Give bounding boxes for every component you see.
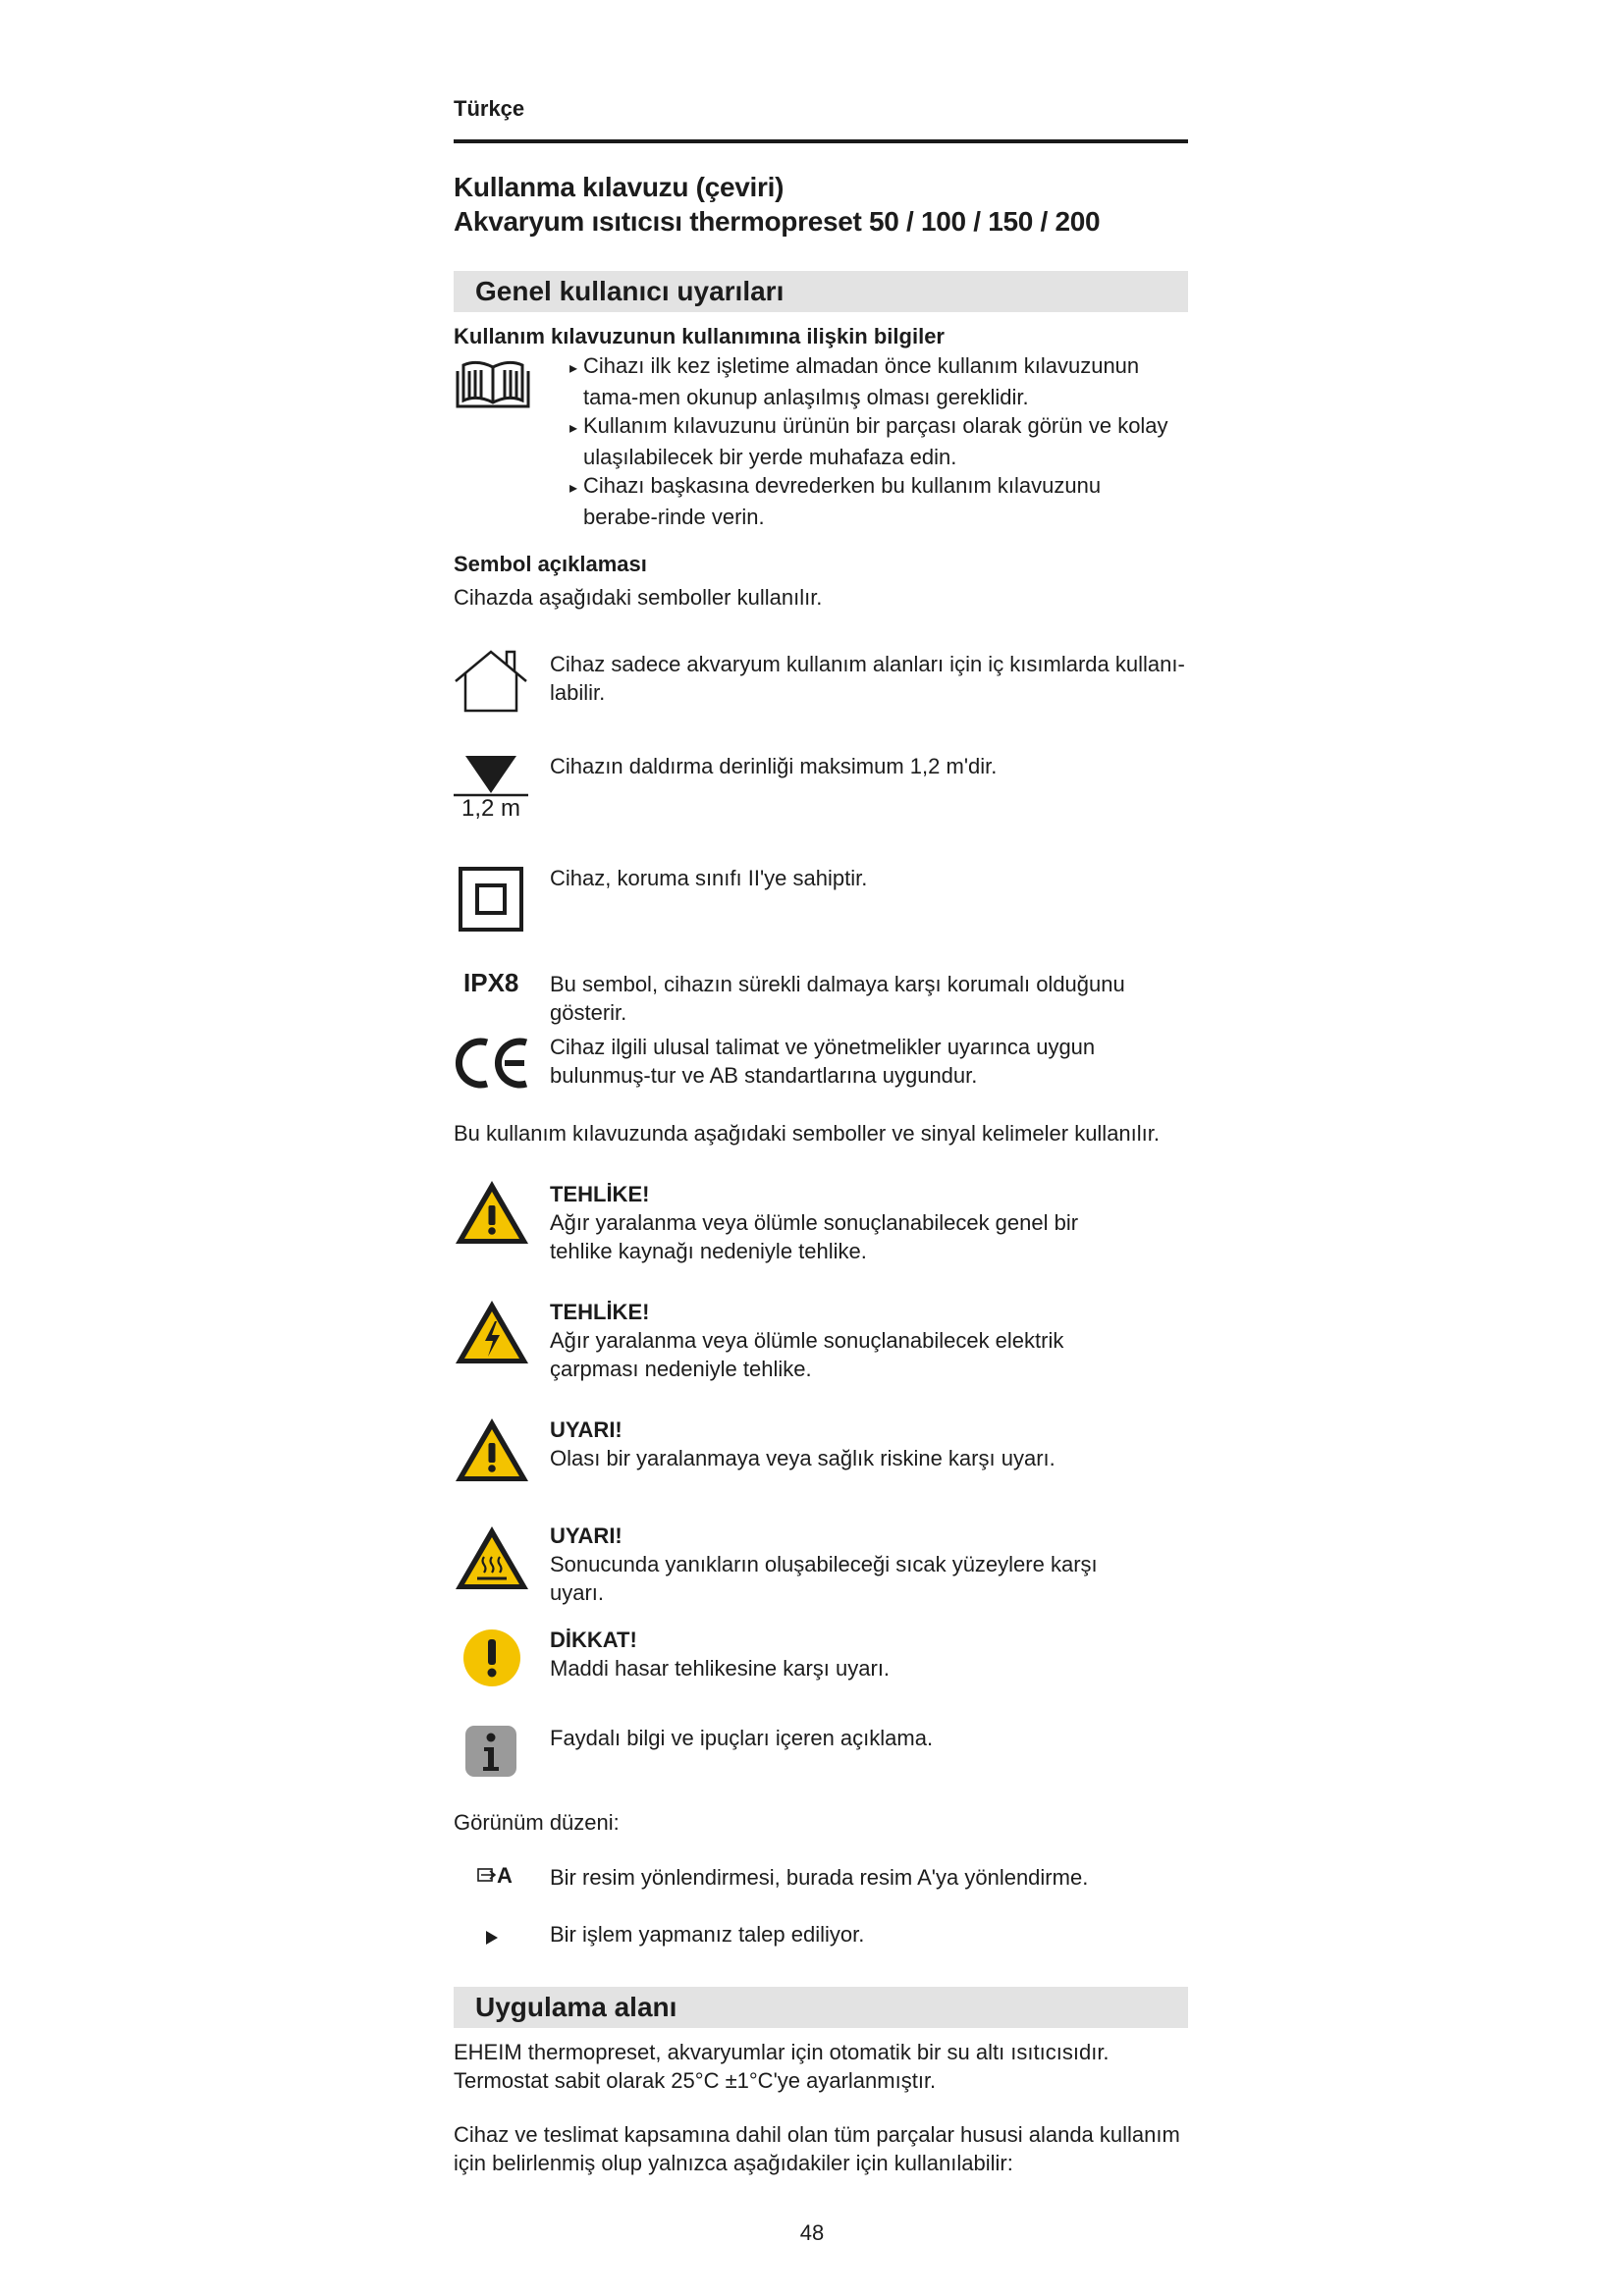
list-item: ▸ Kullanım kılavuzunu ürünün bir parçası olarak görün ve kolay ulaşılabilecek bir yerde muhafaza edin. (569, 411, 1178, 471)
signal-words-intro: Bu kullanım kılavuzunda aşağıdaki semboller ve sinyal kelimeler kullanılır. (454, 1121, 1161, 1146)
ce-mark-icon (454, 1035, 532, 1096)
symbol-description: Cihazın daldırma derinliği maksimum 1,2 m'dir. (550, 754, 998, 778)
list-item: ▸ Cihazı ilk kez işletime almadan önce kullanım kılavuzunun tama-men okunup anlaşılmış olması gereklidir. (569, 351, 1178, 411)
protection-class-2-icon (458, 866, 524, 937)
signal-word: UYARI! (550, 1523, 623, 1548)
section-heading-text: Uygulama alanı (475, 1992, 677, 2022)
book-icon (454, 359, 532, 417)
symbol-description: Cihaz sadece akvaryum kullanım alanları için iç kısımlarda kullanı-labilir. (550, 652, 1185, 705)
signal-description: Sonucunda yanıkların oluşabileceği sıcak yüzeylere karşı uyarı. (550, 1552, 1098, 1605)
symbol-description: Cihaz, koruma sınıfı II'ye sahiptir. (550, 866, 868, 890)
action-arrow-icon (485, 1930, 499, 1950)
document-title: Kullanma kılavuzu (çeviri) (454, 172, 785, 202)
symbol-description: Cihaz ilgili ulusal talimat ve yönetmelikler uyarınca uygun bulunmuş-tur ve AB standartlarına uygundur. (550, 1035, 1096, 1088)
symbol-description: Bu sembol, cihazın sürekli dalmaya karşı korumalı olduğunu gösterir. (550, 972, 1125, 1025)
ipx8-label: IPX8 (463, 968, 519, 997)
warning-general-icon (454, 1415, 530, 1489)
document-subtitle: Akvaryum ısıtıcısı thermopreset 50 / 100 / 150 / 200 (454, 206, 1101, 237)
signal-description: Olası bir yaralanmaya veya sağlık riskine karşı uyarı. (550, 1446, 1056, 1470)
signal-word: DİKKAT! (550, 1628, 637, 1652)
signal-description: Faydalı bilgi ve ipuçları içeren açıklama. (550, 1726, 934, 1750)
layout-description: Bir resim yönlendirmesi, burada resim A'ya yönlendirme. (550, 1865, 1089, 1890)
caution-icon (461, 1628, 522, 1693)
house-icon (454, 648, 528, 718)
manual-info-heading: Kullanım kılavuzunun kullanımına ilişkin bilgiler (454, 324, 945, 348)
symbol-legend-intro: Cihazda aşağıdaki semboller kullanılır. (454, 585, 823, 610)
figure-reference-label: A (497, 1863, 513, 1888)
figure-reference-icon (477, 1867, 497, 1888)
info-icon (463, 1724, 518, 1784)
application-paragraph: Cihaz ve teslimat kapsamına dahil olan tüm parçalar hususi alanda kullanım için belirlenmiş olup yalnızca aşağıdakiler için kullanılabilir: (454, 2122, 1180, 2175)
warning-hot-surface-icon (454, 1523, 530, 1597)
layout-description: Bir işlem yapmanız talep ediliyor. (550, 1922, 865, 1947)
section-heading-text: Genel kullanıcı uyarıları (475, 276, 785, 306)
signal-word: TEHLİKE! (550, 1300, 650, 1324)
immersion-depth-label: 1,2 m (461, 795, 521, 822)
signal-description: Maddi hasar tehlikesine karşı uyarı. (550, 1656, 891, 1681)
signal-description: Ağır yaralanma veya ölümle sonuçlanabilecek elektrik çarpması nedeniyle tehlike. (550, 1328, 1064, 1381)
list-item: ▸ Cihazı başkasına devrederken bu kullanım kılavuzunu berabe-rinde verin. (569, 471, 1178, 531)
layout-heading: Görünüm düzeni: (454, 1810, 620, 1835)
immersion-depth-icon (454, 754, 528, 829)
signal-description: Ağır yaralanma veya ölümle sonuçlanabilecek genel bir tehlike kaynağı nedeniyle tehlike. (550, 1210, 1079, 1263)
language-label: Türkçe (454, 96, 525, 121)
page-number: 48 (799, 2220, 825, 2245)
section-heading-application (454, 1987, 1188, 2028)
signal-word: TEHLİKE! (550, 1182, 650, 1206)
header-rule (454, 139, 1188, 143)
signal-word: UYARI! (550, 1417, 623, 1442)
manual-info-bullets (569, 351, 1178, 531)
application-paragraph: EHEIM thermopreset, akvaryumlar için otomatik bir su altı ısıtıcısıdır. Termostat sabit olarak 25°C ±1°C'ye ayarlanmıştır. (454, 2040, 1110, 2093)
section-heading-general (454, 271, 1188, 312)
warning-electric-icon (454, 1298, 530, 1371)
symbol-legend-heading: Sembol açıklaması (454, 552, 647, 576)
warning-general-icon (454, 1178, 530, 1252)
